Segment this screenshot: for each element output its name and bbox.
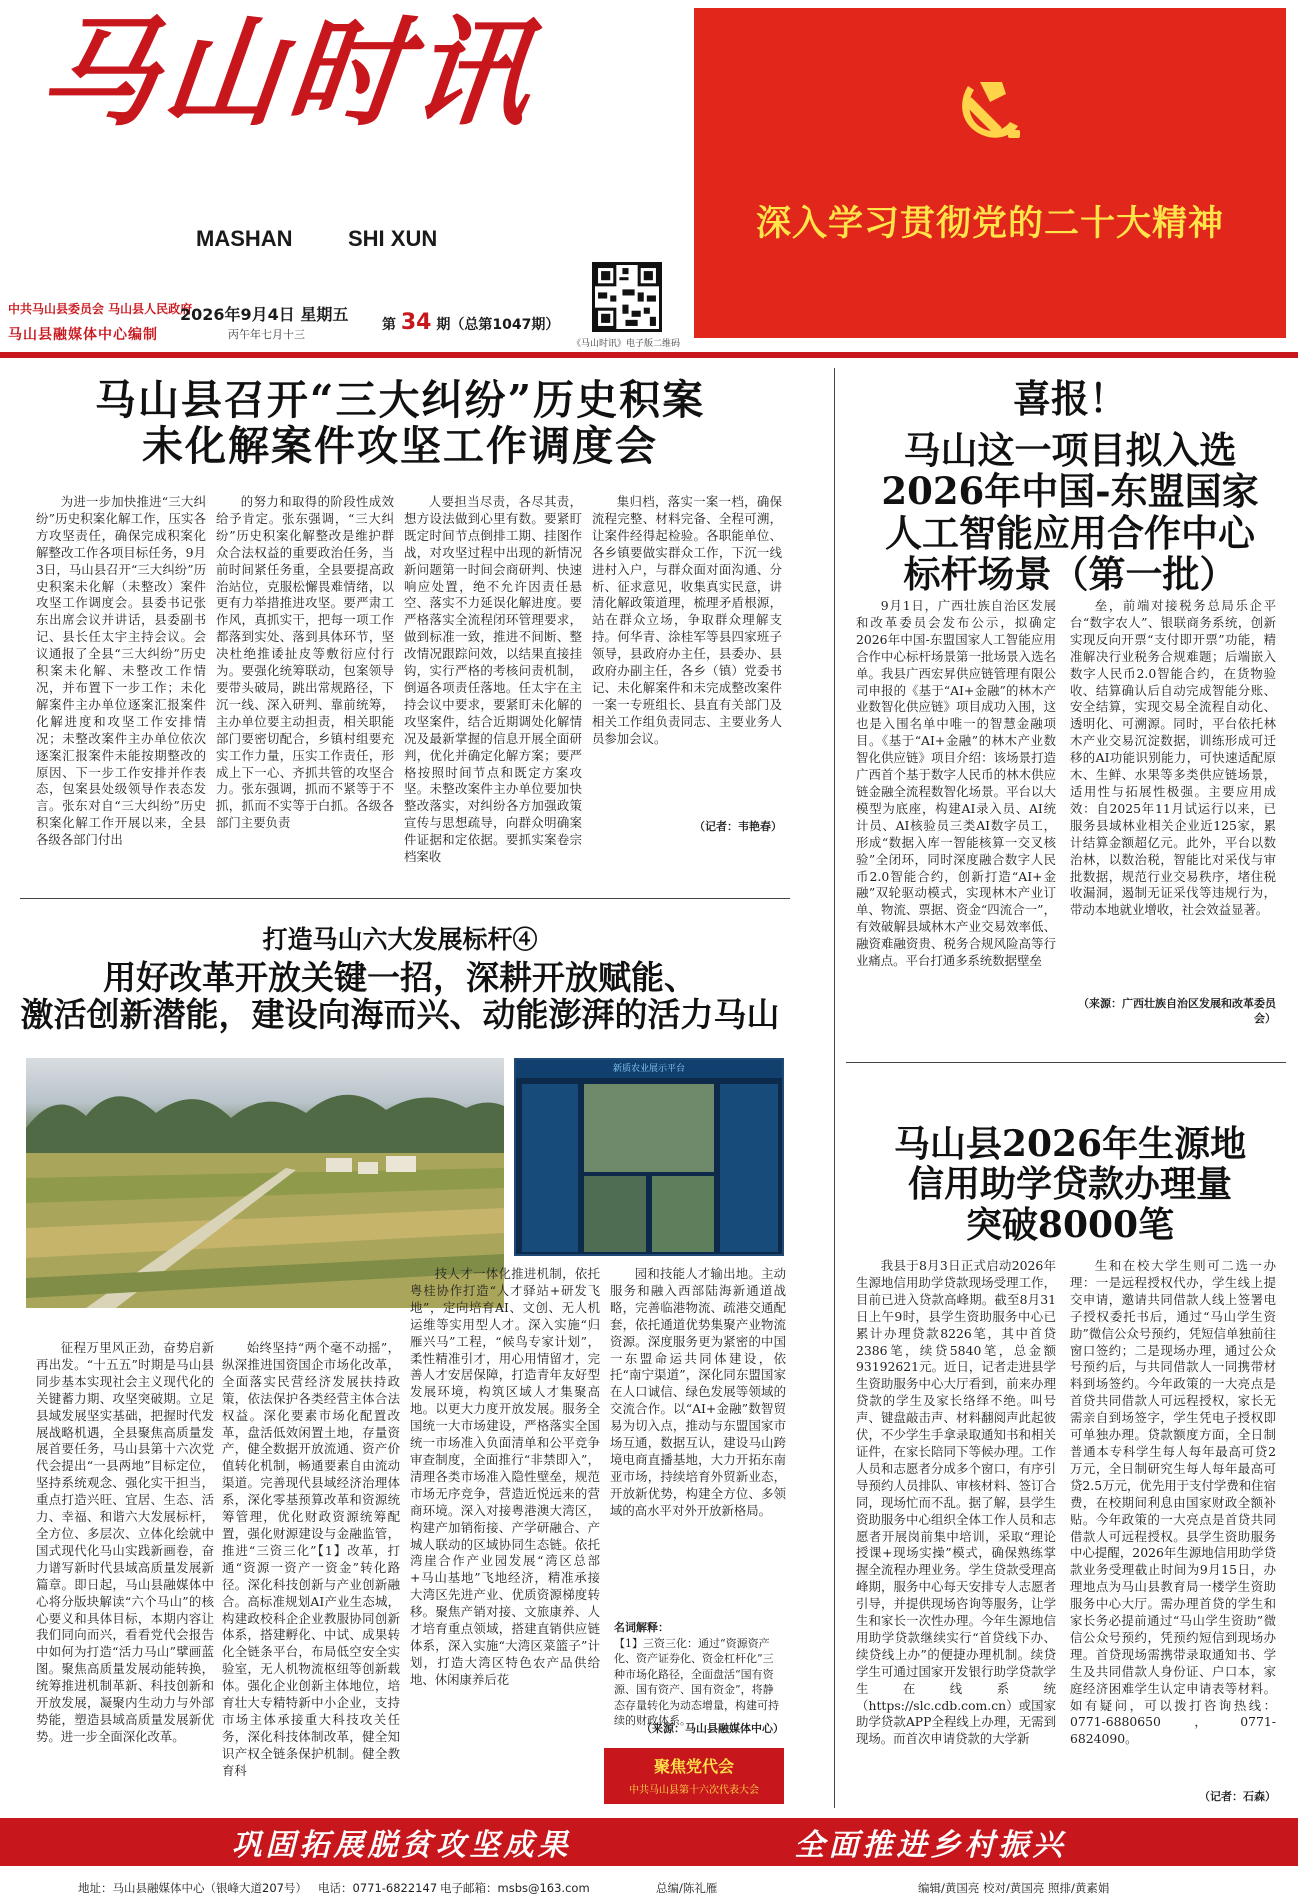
qr-code-icon[interactable] <box>592 262 662 332</box>
r2-headline-line-3: 突破8000笔 <box>965 1203 1175 1246</box>
glossary-box <box>614 1620 784 1727</box>
masthead <box>0 0 1298 356</box>
masthead-divider <box>0 352 1298 358</box>
lead-bottom-divider <box>20 898 790 899</box>
badge-title: 聚焦党代会 <box>653 1757 734 1776</box>
r2-headline-line-1: 马山县2026年生源地 <box>893 1123 1247 1165</box>
footer-slogan-left: 巩固拓展脱贫攻坚成果 <box>231 1828 572 1863</box>
footer-editors: 编辑/黄国亮 校对/黄国亮 照排/黄素娟 <box>918 1881 1110 1895</box>
footer-slogan-banner <box>0 1818 1298 1866</box>
badge-subtitle: 中共马山县第十六次代表大会 <box>629 1785 759 1796</box>
banner-slogan: 深入学习贯彻党的二十大精神 <box>755 204 1224 244</box>
footer-info <box>0 1872 1298 1902</box>
r1-headline[interactable] <box>860 430 1280 596</box>
footer-phone: 电话：0771-6822147 <box>318 1881 438 1895</box>
footer-chief-editor: 总编/陈礼雁 <box>656 1881 718 1895</box>
mid-column-a: 征程万里风正劲，奋势启新再出发。“十五五”时期是马山县同步基本实现社会主义现代化的关键蓄力期、攻坚突破期。立足县域发展坚实基础，把握时代发展战略机遇，全县聚焦高质量发展首要任务，马山县第十六次党代会提出“一县两地”目标定位，坚持系统观念、强化实干担当，重点打造兴旺、宜居、生态、活力、幸福、和谐六大发展标杆，全方位、多层次、立体化绘就中国式现代化马山实践新画卷，奋力谱写新时代县域高质量发展新篇章。即日起，马山县融媒体中心将分版块解读“六个马山”的核心要义和具体目标，本期内容让我们同向而兴，看看党代会报告中如何为打造“活力马山”擘画蓝图。聚焦高质量发展动能转换，统筹推进机制革新、科技创新和开放发展，凝聚内生动力与外部势能，塑造县域高质量发展新优势。进一步全面深化改革。 <box>36 1340 214 1744</box>
lead-column-2: 的努力和取得的阶段性成效给予肯定。张东强调，“三大纠纷”历史积案化解整改是维护群众合法权益的重要政治任务，当前时间紧任务重，全县要提高政治站位，克服松懈畏难情绪，以更有力举措推进攻坚。要严肃工作风，真抓实干，把每一项工作都落到实处、落到具体环节，坚决杜绝推诿扯皮等敷衍应付行为。要强化统筹联动，包案领导要带头破局，跳出常规路径，下沉一线、深入研判、靠前统筹，主办单位要主动担责，相关职能部门要密切配合，乡镇村组要充实工作力量，压实工作责任，形成上下一心、齐抓共管的攻坚合力。张东强调，抓而不紧等于不抓，抓而不实等于白抓。各级各部门主要负责 <box>216 494 394 831</box>
qr-caption: 《马山时讯》电子版二维码 <box>572 339 681 349</box>
lead-headline[interactable] <box>20 378 780 470</box>
issue-number <box>382 310 559 335</box>
footer-address: 地址：马山县融媒体中心（银峰大道207号） <box>78 1881 307 1895</box>
publisher-line: 中共马山县委员会 马山县人民政府 <box>8 302 193 316</box>
pinyin-mashan: MASHAN <box>196 226 293 251</box>
mid-column-d: 园和技能人才输出地。主动服务和融入西部陆海新通道战略，完善临港物流、疏港交通配套，依托通道优势集聚产业物流资源。深度服务更为紧密的中国一东盟命运共同体建设，依托“南宁渠道”，深化同东盟国家在人口诚信、绿色发展等领域的交流合作。以“AI+金融”数智贸易为切入点，推动与东盟国家市场互通，数据互认，建设马山跨境电商直播基地，大力开拓东南亚市场，持续培育外贸新业态，开放新优势，构建全方位、多领域的高水平对外开放新格局。 <box>610 1266 786 1518</box>
issue-number-value: 34 <box>400 310 432 335</box>
section-divider <box>834 368 835 1808</box>
screen-field-view-2 <box>652 1176 714 1252</box>
r1-headline-line-1: 马山这一项目拟入选 <box>903 428 1237 472</box>
lead-headline-line-2: 未化解案件攻坚工作调度会 <box>142 421 658 470</box>
r2-column-2: 生和在校大学生则可二选一办理：一是远程授权代办，学生线上提交申请，邀请共同借款人线上签署电子授权委托书后，通过“马山学生资助”微信公众号预约，凭短信单独前往窗口签约；二是现场办理，通过公众号预约后，与共同借款人一同携带材料到场签约。今年政策的一大亮点是首贷共同借款人可远程授权，家长无需亲自到场签字，学生凭电子授权即可单独办理。贷款额度方面，全日制普通本专科学生每人每年最高可贷2万元，全日制研究生每人每年最高可贷2.5万元，优先用于支付学费和住宿费，在校期间利息由国家财政全额补贴。今年政策的一大亮点是首贷共同借款人可远程授权。县学生资助服务中心提醒，2026年生源地信用助学贷款业务受理截止时间为9月15日，办理地点为马山县教育局一楼学生资助服务中心大厅。需办理首贷的学生和家长务必提前通过“马山学生资助”微信公众号预约，凭预约短信到现场办理。首贷现场需携带录取通知书、学生及共同借款人身份证、户口本，家庭经济困难学生认定申请表等材料。如有疑问，可以拨打咨询热线：0771-6880650，0771-6824090。 <box>1070 1258 1276 1747</box>
hammer-sickle-icon <box>950 72 1030 152</box>
screen-camera-feed <box>584 1084 714 1172</box>
photo-ag-monitor-screen <box>514 1058 784 1256</box>
editor-line: 马山县融媒体中心编制 <box>8 327 158 343</box>
r1-headline-line-4: 标杆场景（第一批） <box>903 552 1237 597</box>
screen-title: 新质农业展示平台 <box>516 1060 782 1078</box>
party-congress-badge[interactable] <box>604 1748 784 1804</box>
r1-column-1: 9月1日，广西壮族自治区发展和改革委员会发布公示，拟确定2026年中国-东盟国家人工智能应用合作中心标杆场景第一批场景入选名单。我县广西宏昇供应链管理有限公司申报的《基于“AI+金融”的林木产业数智化供应链》项目成功入围，这也是入围名单中唯一的智慧金融项目。《基于“AI+金融”的林木产业数智化供应链》项目介绍：该场景打造广西首个基于数字人民币的林木供应链金融全流程数智化场景。平台以大模型为底座，构建AI录入员、AI统计员、AI核验员三类AI数字员工，形成“数据入库一智能核算一交叉核验”全闭环，同时深度融合数字人民币2.0智能合约，创新打造“AI+金融”双轮驱动模式，实现林木产业订单、物流、票据、资金“四流合一”，有效破解县域林木产业交易效率低、融资难融资贵、税务合规风险高等行业痛点。平台打通多系统数据壁垒 <box>856 598 1056 969</box>
issue-date: 2026年9月4日 星期五 <box>180 305 349 324</box>
r2-column-1: 我县于8月3日正式启动2026年生源地信用助学贷款现场受理工作，目前已进入贷款高峰期。截至8月31日上午9时，县学生资助服务中心已累计办理贷款8226笔，其中首贷2386笔，续贷5840笔，总金额93192621元。近日，记者走进县学生资助服务中心大厅看到，前来办理贷款的学生及家长络绎不绝。叫号声、键盘敲击声、材料翻阅声此起彼伏，不少学生手拿录取通知书和相关证件，在家长陪同下等候办理。工作人员和志愿者分成多个窗口，有序引导预约人员排队、审核材料、签订合同，现场忙而不乱。据了解，县学生资助服务中心组织全体工作人员和志愿者开展岗前集中培训，采取“理论授课+现场实操”模式，确保熟练掌握全流程办理业务。学生贷款受理高峰期，服务中心每天安排专人志愿者引导，并提供现场咨询等服务，让学生和家长一次性办理。今年生源地信用助学贷款继续实行“首贷线下办、续贷线上办”的便捷办理机制。续贷学生可通过国家开发银行助学贷款学生在线系统（https://slc.cdb.com.cn）或国家助学贷款APP全程线上办理，无需到现场。而首次申请贷款的大学新 <box>856 1258 1056 1747</box>
screen-right-panel <box>720 1084 778 1252</box>
pinyin-shixun: SHI XUN <box>348 226 438 251</box>
screen-left-panel <box>522 1084 578 1252</box>
footer-email[interactable]: 电子邮箱：msbs@163.com <box>440 1881 590 1895</box>
r1-credit: （来源：广西壮族自治区发展和改革委员会） <box>1078 997 1276 1025</box>
lead-credit: （记者：韦艳春） <box>694 820 782 833</box>
r1-bottom-divider <box>846 1062 1286 1063</box>
issue-prefix: 第 <box>382 317 396 333</box>
lead-headline-line-1: 马山县召开“三大纠纷”历史积案 <box>94 376 706 424</box>
mid-column-c: 技人才一体化推进机制，依托粤桂协作打造“人才驿站+研发飞地”，定向培育AI、文创、无人机运维等实用型人才。深入实施“归雁兴马”工程，“候鸟专家计划”，柔性精准引才，用心用情留才，完善人才安居保障，打造青年友好型发展环境，构筑区域人才集聚高地。以更大力度开放发展。服务全国统一大市场建设，严格落实全国统一市场准入负面清单和公平竞争审查制度，全面推行“非禁即入”，清理各类市场准入隐性壁垒，规范市场无序竞争，营造近悦远来的营商环境。深入对接粤港澳大湾区，构建产加销衔接、产学研融合、产城人联动的区域协同生态链。依托湾崖合作产业园发展“湾区总部+马山基地”飞地经济，精准承接大湾区先进产业、优质资源梯度转移。聚焦产销对接、文旅康养、人才培育重点领域，搭建直销供应链体系，深入实施“大湾区菜篮子”计划，打造大湾区特色农产品供给地、休闲康养后花 <box>410 1266 600 1687</box>
r1-kicker: 喜报！ <box>1012 376 1127 421</box>
mid-headline-line-2: 激活创新潜能，建设向海而兴、动能澎湃的活力马山 <box>20 994 780 1034</box>
mid-credit: （来源：马山县融媒体中心） <box>641 1722 784 1735</box>
mid-headline[interactable] <box>10 960 790 1034</box>
glossary-title: 名词解释： <box>614 1621 669 1634</box>
r2-headline-line-2: 信用助学贷款办理量 <box>907 1163 1232 1206</box>
mid-column-b: 始终坚持“两个毫不动摇”，纵深推进国资国企市场化改革，全面落实民营经济发展扶持政策，依法保护各类经营主体合法权益。深化要素市场化配置改革，盘活低效闲置土地，存量资产，健全数据开放流通、资产价值转化机制，畅通要素自由流动渠道。完善现代县域经济治理体系，深化零基预算改革和资源统筹管理，优化财政资源统筹配置，强化财源建设与金融监管，推进“三资三化”【1】改革，打通“资源一资产一资金”转化路径。深化科技创新与产业创新融合。高标准规划AI产业生态城，构建政校科企企业教服协同创新体系，搭建孵化、中试、成果转化全链条平台，布局低空安全实验室，无人机物流枢纽等创新载体。强化企业创新主体地位，培育壮大专精特新中小企业，支持市场主体承接重大科技攻关任务，深化科技体制改革，健全知识产权全链条保护机制。健全教育科 <box>222 1340 400 1778</box>
lead-column-3: 人要担当尽责，各尽其责，想方设法做到心里有数。要紧盯既定时间节点倒排工期、挂图作战，对攻坚过程中出现的新情况新问题第一时间会商研判、快速响应处置，绝不允许因责任悬空、落实不力延误化解进度。要严格落实全流程闭环管理要求，做到标准一致，推进不间断、整改情况跟踪问效，以结果直接挂钩，实行严格的考核问责机制，倒逼各项责任落地。任太宇在主持会议中要求，要紧盯未化解的攻坚案件，结合近期调处化解情况及最新掌握的信息开展全面研判，优化并确定化解方案；要严格按照时间节点和既定方案攻坚。未整改案件主办单位要加快整改落实，对纠纷各方加强政策宣传与思想疏导，向群众明确案件证据和定依据。要抓实案卷宗档案收 <box>404 494 582 865</box>
lunar-date: 丙午年七月十三 <box>228 328 305 341</box>
glossary-body: 【1】三资三化：通过“资源资产化、资产证券化、资金杠杆化”三种市场化路径，全面盘活“国有资源、国有资产、国有资金”，将静态存量转化为动态增量，构建可持续的财政体系。 <box>614 1636 779 1727</box>
r1-column-2: 垒，前端对接税务总局乐企平台“数字农人”、银联商务系统，创新实现反向开票“支付即开票”功能，精准解决行业税务合规难题；后端嵌入数字人民币2.0智能合约，在货物验收、结算确认后自动完成智能分账、安全结算，实现交易全流程自动化、透明化、可溯源。同时，平台依托林木产业交易沉淀数据，训练形成可迁移的AI功能识别能力，可快速适配原木、生鲜、水果等多类供应链场景，适用性与拓展性极强。主要应用成效：自2025年11月试运行以来，已服务县域林业相关企业近125家，累计结算金额超亿元。此外，平台以数治林，以数治税，智能比对采伐与审批数据，规范行业交易秩序，堵住税收漏洞，遏制无证采伐等违规行为，带动本地就业增收，社会效益显著。 <box>1070 598 1276 918</box>
party-slogan-banner <box>694 8 1286 338</box>
r1-headline-line-3: 人工智能应用合作中心 <box>885 510 1255 555</box>
footer-slogan-right: 全面推进乡村振兴 <box>794 1828 1067 1863</box>
lead-column-1: 为进一步加快推进“三大纠纷”历史积案化解工作，压实各方攻坚责任，确保完成积案化解整改工作各项目标任务，9月3日，马山县召开“三大纠纷”历史积案未化解（未整改）案件攻坚工作调度会。县委书记张东出席会议并讲话，县委副书记、县长任太宇主持会议。会议通报了全县“三大纠纷”历史积案未化解、未整改工作情况，并布置下一步工作；未化解案件主办单位逐案汇报案件化解进度和攻坚工作安排情况；未整改案件主办单位依次逐案汇报案件未能按期整改的原因、下一步工作安排并作表态，包案县处级领导作表态发言。张东对自“三大纠纷”历史积案化解工作开展以来，全县各级各部门付出 <box>36 494 206 848</box>
lead-column-4: 集归档，落实一案一档，确保流程完整、材料完备、全程可溯，让案件经得起检验。各职能单位、各乡镇要做实群众工作，下沉一线进村入户，与群众面对面沟通、分析、征求意见，收集真实民意，讲清化解政策道理，梳理矛盾根源，站在群众立场，争取群众理解支持。何华青、涂桂军等县四家班子领导，县政府办主任，县委办、县政府办副主任，各乡（镇）党委书记、未化解案件和未完成整改案件一案一专班组长、县直有关部门及相关工作组负责同志、主要业务人员参加会议。 <box>592 494 782 746</box>
mid-headline-line-1: 用好改革开放关键一招，深耕开放赋能、 <box>103 958 697 997</box>
mid-kicker: 打造马山六大发展标杆④ <box>262 925 538 954</box>
issue-suffix: 期（总第1047期） <box>436 317 560 333</box>
newspaper-logo: 马山时讯 <box>32 3 544 142</box>
r2-credit: （记者：石森） <box>1199 1790 1276 1803</box>
r2-headline[interactable] <box>860 1124 1280 1245</box>
r1-headline-line-2: 2026年中国-东盟国家 <box>881 469 1259 514</box>
screen-field-view-1 <box>584 1176 646 1252</box>
